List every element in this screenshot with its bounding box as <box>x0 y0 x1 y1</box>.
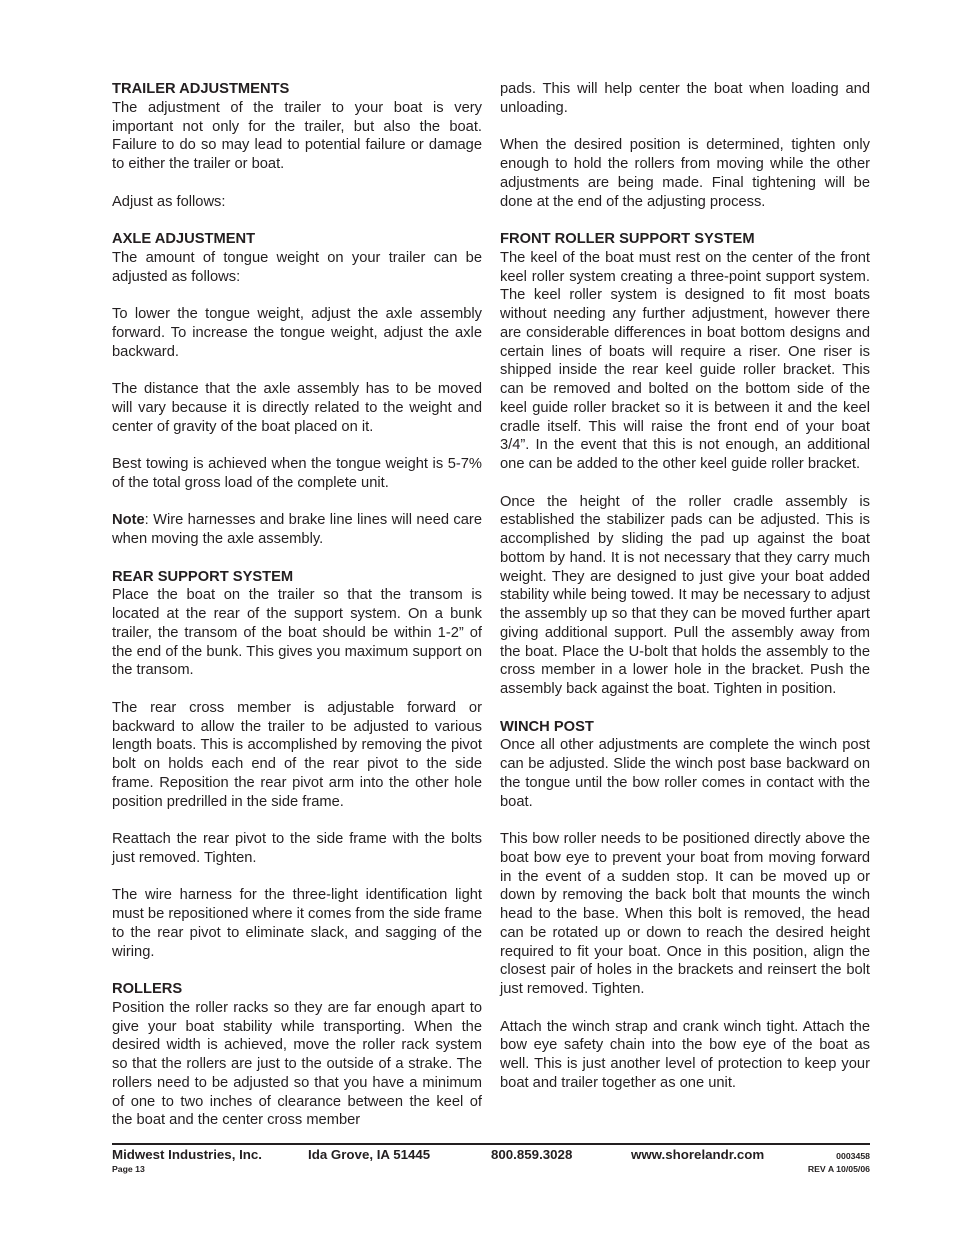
section-heading: FRONT ROLLER SUPPORT SYSTEM <box>500 231 755 247</box>
paragraph: Attach the winch strap and crank winch tight. Attach the bow eye safety chain into the bow eye of the boat as well. This is just another level of protection to keep your boat and trailer together as one unit. <box>500 1018 870 1091</box>
paragraph: Position the roller racks so they are far enough apart to give your boat stability while transporting. When the desired width is achieved, move the roller rack system so that the rollers are just to the outside of a strake. The rollers need to be adjusted so that you have a minimum of one to two inches of clearance between the keel of the boat and the center cross member <box>112 999 482 1129</box>
paragraph: The rear cross member is adjustable forward or backward to allow the trailer to be adjusted to various length boats. This is accomplished by removing the pivot bolt on holds each end of the rear pivot to the side frame. Reposition the rear pivot arm into the other hole position predrilled in the side frame. <box>112 699 482 810</box>
footer-doc-number: 0003458 <box>836 1151 870 1161</box>
paragraph: Adjust as follows: <box>112 193 226 210</box>
paragraph: The amount of tongue weight on your trailer can be adjusted as follows: <box>112 249 482 285</box>
note-paragraph <box>112 511 482 549</box>
rear-support-section <box>112 568 482 962</box>
section-heading: WINCH POST <box>500 718 594 735</box>
paragraph: pads. This will help center the boat when loading and unloading. <box>500 81 870 116</box>
section-heading: TRAILER ADJUSTMENTS <box>112 81 290 97</box>
footer-divider <box>112 1143 870 1145</box>
rollers-section <box>112 980 482 1130</box>
section-heading: AXLE ADJUSTMENT <box>112 231 256 247</box>
footer-page-number: Page 13 <box>112 1164 145 1174</box>
paragraph: When the desired position is determined, tighten only enough to hold the rollers from moving while the other adjustments are being made. Final tightening will be done at the end of the adjusting process. <box>500 137 870 210</box>
paragraph: To lower the tongue weight, adjust the axle assembly forward. To increase the tongue weight, adjust the axle backward. <box>112 306 482 360</box>
rollers-continued-section <box>500 80 870 211</box>
note-label: Note <box>112 512 145 529</box>
footer-website[interactable]: www.shorelandr.com <box>631 1147 765 1162</box>
left-column <box>112 80 482 1149</box>
paragraph: This bow roller needs to be positioned directly above the boat bow eye to prevent your boat from moving forward in the event of a sudden stop. It can be moved up or down by removing the back bolt that mounts the winch head to the base. When this bolt is removed, the head can be rotated up or down to reach the desired height required to fit your boat. Once in this position, align the closest pair of holes in the brackets and reinsert the bolt just removed. Tighten. <box>500 831 870 997</box>
paragraph: The wire harness for the three-light identification light must be repositioned where it comes from the side frame to the rear pivot to eliminate slack, and sagging of the wiring. <box>112 887 482 960</box>
trailer-adjustments-section <box>112 80 482 211</box>
paragraph: Once all other adjustments are complete the winch post can be adjusted. Slide the winch post base backward on the tongue until the bow roller comes in contact with the boat. <box>500 737 870 810</box>
section-heading: ROLLERS <box>112 981 183 997</box>
paragraph: The adjustment of the trailer to your boat is very important not only for the trailer, but also the boat. Failure to do so may lead to potential failure or damage to either the trailer or boat. <box>112 99 482 172</box>
section-heading: REAR SUPPORT SYSTEM <box>112 568 294 585</box>
paragraph: Place the boat on the trailer so that the transom is located at the rear of the support system. On a bunk trailer, the transom of the boat should be within 1-2” of the end of the bunk. This gives you maximum support on the transom. <box>112 587 482 679</box>
axle-adjustment-section <box>112 230 482 549</box>
footer-company: Midwest Industries, Inc. <box>112 1147 262 1162</box>
paragraph: Best towing is achieved when the tongue weight is 5-7% of the total gross load of the complete unit. <box>112 456 482 491</box>
paragraph: Once the height of the roller cradle assembly is established the stabilizer pads can be adjusted. This is accomplished by sliding the pad up against the boat bottom by hand. It is not necessary that they carry much weight. They are designed to just give your boat added stability while being towed. It may be necessary to adjust the assembly up so that they can be moved further apart giving additional support. Pull the assembly away from the boat. Place the U-bolt that holds the assembly to the cross member in a lower hole in the bracket. Push the assembly back against the boat. Tighten in position. <box>500 493 870 697</box>
winch-post-section <box>500 718 870 1093</box>
footer-revision: REV A 10/05/06 <box>807 1164 870 1174</box>
note-text: : Wire harnesses and brake line lines will need care when moving the axle assembly. <box>112 512 482 547</box>
paragraph: The distance that the axle assembly has to be moved will vary because it is directly related to the weight and center of gravity of the boat placed on it. <box>112 381 482 435</box>
paragraph: Reattach the rear pivot to the side frame with the bolts just removed. Tighten. <box>112 831 482 866</box>
footer-location: Ida Grove, IA 51445 <box>308 1147 431 1162</box>
right-column <box>500 80 870 1111</box>
front-roller-section <box>500 230 870 699</box>
footer-phone: 800.859.3028 <box>491 1147 573 1162</box>
paragraph: The keel of the boat must rest on the center of the front keel roller system creating a three-point support system. The keel roller system is designed to fit most boats without needing any further adjustment, however there are considerable differences in boat bottom designs and certain lines of boats will require a riser. One riser is shipped inside the rear keel guide roller bracket. This can be removed and bolted on the bottom side of the keel guide roller bracket so it is between it and the keel cradle itself. This will raise the front end of your boat 3/4”. In the event that this is not enough, an additional one can be added to the other keel guide roller bracket. <box>500 249 870 472</box>
